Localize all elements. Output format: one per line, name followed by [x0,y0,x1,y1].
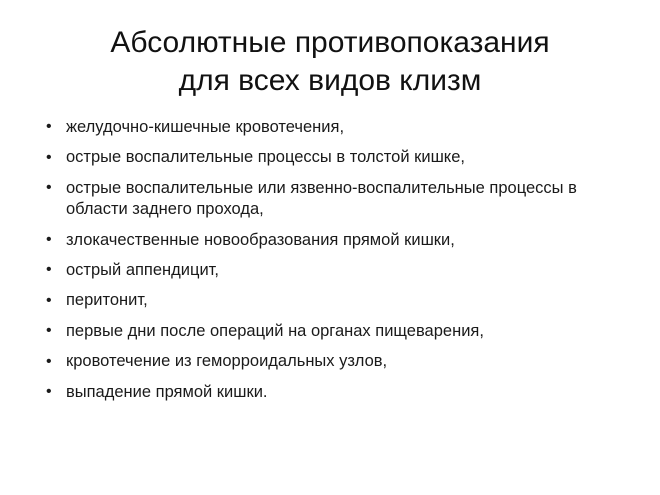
list-item-text: острый аппендицит, [66,260,219,279]
bullet-dot-icon: • [46,148,52,166]
contraindications-list [26,117,634,403]
list-item [38,260,624,281]
list-item [38,290,624,311]
list-item [38,382,624,403]
page-title-line-1: Абсолютные противопоказания [110,26,550,59]
bullet-dot-icon: • [46,118,52,136]
bullet-dot-icon: • [46,322,52,340]
list-item [38,117,624,138]
bullet-dot-icon: • [46,383,52,401]
page-title-line-2: для всех видов клизм [178,64,482,98]
bullet-dot-icon: • [46,230,52,248]
bullet-dot-icon: • [46,261,52,279]
list-item-text: кровотечение из геморроидальных узлов, [66,352,388,371]
list-item-text: выпадение прямой кишки. [66,382,268,401]
list-item-text: первые дни после операций на органах пищеварения, [66,321,484,340]
page-title [26,24,634,101]
list-item-text: острые воспалительные процессы в толстой кишке, [66,148,465,167]
list-item [38,147,624,168]
list-item [38,178,624,221]
bullet-dot-icon: • [46,352,52,370]
list-item-text: перитонит, [66,291,148,310]
list-item-text: злокачественные новообразования прямой кишки, [66,230,455,249]
bullet-dot-icon: • [46,178,52,196]
list-item [38,230,624,251]
bullet-dot-icon: • [46,291,52,309]
list-item [38,351,624,372]
list-item-text: острые воспалительные или язвенно-воспалительные процессы в области заднего прохода, [66,178,577,219]
list-item [38,321,624,342]
list-item-text: желудочно-кишечные кровотечения, [66,117,345,136]
